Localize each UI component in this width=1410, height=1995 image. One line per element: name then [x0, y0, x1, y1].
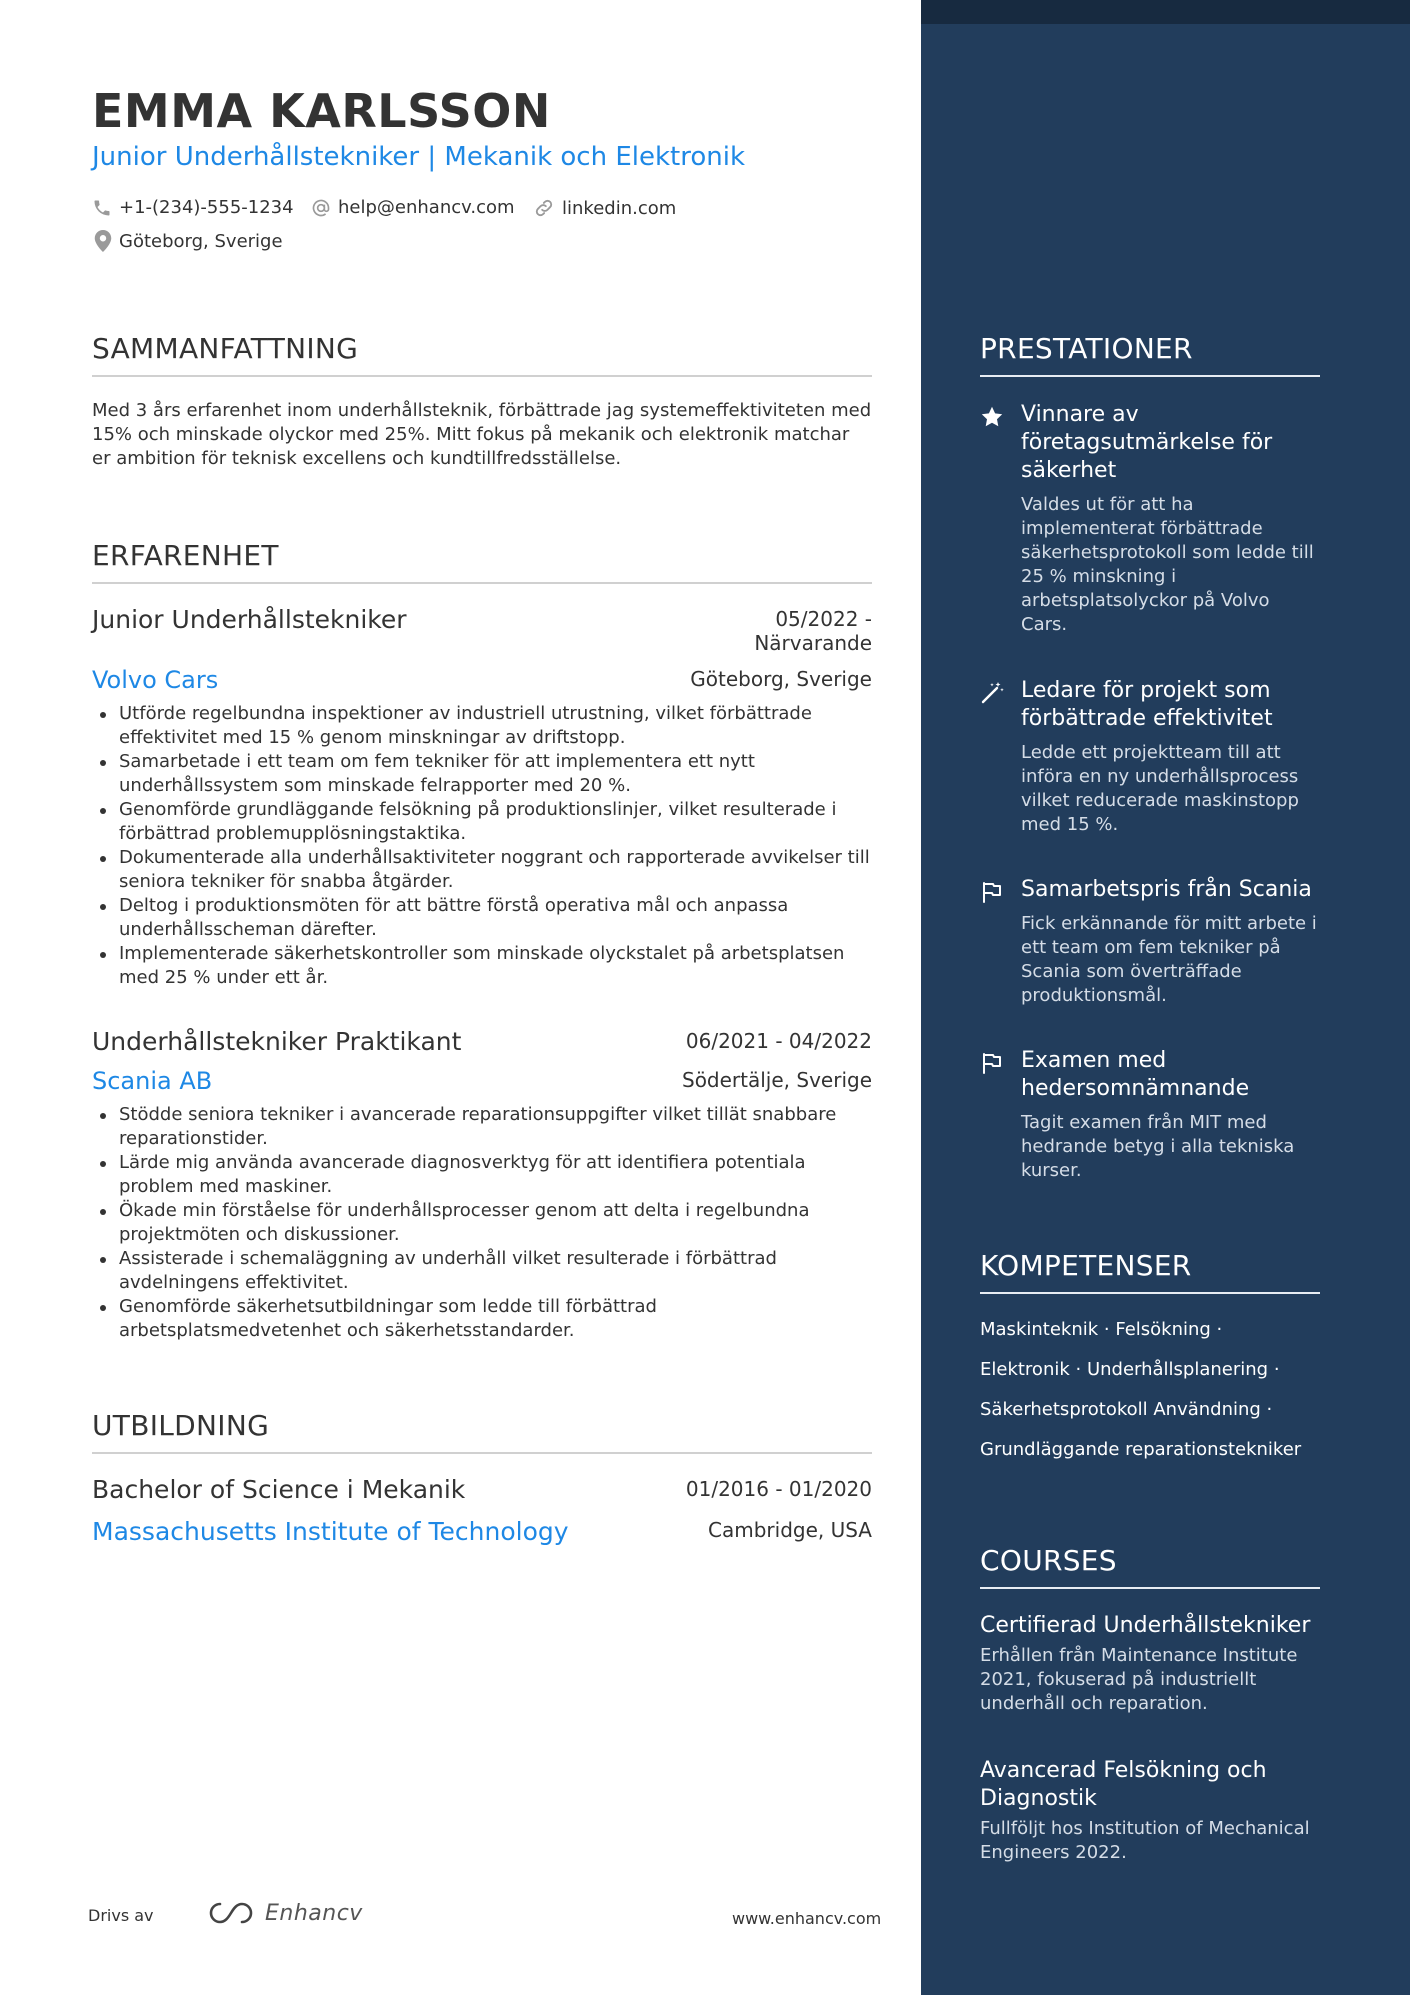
- achievement-title: Ledare för projekt som förbättrade effektivitet: [1021, 678, 1273, 731]
- achievement-desc: Ledde ett projektteam till att införa en ny underhållsprocess vilket reducerade maskinstopp med 15 %.: [1021, 742, 1299, 835]
- contact-phone: [92, 197, 294, 218]
- job-date-start: 05/2022 -: [775, 607, 872, 631]
- skill-line: Säkerhetsprotokoll Användning ·: [980, 1399, 1273, 1420]
- courses-heading: COURSES: [980, 1544, 1320, 1589]
- skill-line: Maskinteknik · Felsökning ·: [980, 1319, 1223, 1340]
- course-desc: Fullföljt hos Institution of Mechanical Engineers 2022.: [980, 1818, 1310, 1863]
- job-bullet: Samarbetade i ett team om fem tekniker för att implementera ett nytt underhållssystem som minskade felrapporter med 20 %.: [92, 750, 872, 798]
- job-date: 06/2021 - 04/2022: [685, 1029, 872, 1053]
- summary-text: Med 3 års erfarenhet inom underhållsteknik, förbättrade jag systemeffektiviteten med 15% och minskade olyckor med 25%. Mitt fokus på mekanik och elektronik matchar er ambition för teknisk excellens och kundtillfredsställelse.: [92, 400, 872, 469]
- phone-text: +1-(234)-555-1234: [119, 197, 294, 218]
- location-pin-icon: [94, 230, 112, 252]
- degree-title: Bachelor of Science i Mekanik: [92, 1475, 466, 1504]
- achievement-title: Samarbetspris från Scania: [1021, 877, 1312, 902]
- job-bullet: Dokumenterade alla underhållsaktiviteter noggrant och rapporterade avvikelser till seniora tekniker för snabba åtgärder.: [92, 846, 872, 894]
- course-title: Certifierad Underhållstekniker: [980, 1613, 1311, 1638]
- education-heading: UTBILDNING: [92, 1409, 872, 1454]
- enhancv-logo-icon: [207, 1900, 255, 1926]
- job-location: Södertälje, Sverige: [682, 1068, 872, 1092]
- phone-icon: [92, 198, 112, 218]
- education-entry: [92, 1475, 872, 1555]
- candidate-name: EMMA KARLSSON: [92, 84, 551, 138]
- courses-section: [980, 1544, 1320, 1589]
- email-text: help@enhancv.com: [338, 197, 515, 218]
- footer-brand: Enhancv: [265, 1900, 363, 1926]
- achievement-desc: Tagit examen från MIT med hedrande betyg i alla tekniska kurser.: [1021, 1112, 1295, 1181]
- magic-wand-icon: [980, 681, 1004, 705]
- footer-powered-by: Drivs av: [88, 1906, 154, 1925]
- footer-url[interactable]: www.enhancv.com: [732, 1909, 882, 1928]
- course-item: [980, 1612, 1320, 1716]
- job-date: [754, 607, 872, 655]
- contact-location: [94, 230, 283, 252]
- achievement-desc: Fick erkännande för mitt arbete i ett team om fem tekniker på Scania som överträffade produktionsmål.: [1021, 913, 1317, 1006]
- job-bullet: Implementerade säkerhetskontroller som minskade olyckstalet på arbetsplatsen med 25 % under ett år.: [92, 942, 872, 990]
- achievement-item: [980, 876, 1320, 1016]
- achievements-heading: PRESTATIONER: [980, 332, 1320, 377]
- link-icon: [533, 197, 555, 219]
- footer-logo[interactable]: [207, 1900, 363, 1926]
- job-company: Volvo Cars: [92, 666, 219, 694]
- summary-heading: SAMMANFATTNING: [92, 332, 872, 377]
- job-bullet: Assisterade i schemaläggning av underhåll vilket resulterade i förbättrad avdelningens effektivitet.: [92, 1247, 872, 1295]
- achievements-section: [980, 332, 1320, 377]
- candidate-tagline: Junior Underhållstekniker | Mekanik och Elektronik: [92, 142, 746, 172]
- sidebar: [921, 0, 1410, 1995]
- skill-line: Grundläggande reparationstekniker: [980, 1439, 1302, 1460]
- linkedin-text: linkedin.com: [562, 197, 677, 219]
- contact-email[interactable]: [311, 197, 515, 218]
- achievement-item: [980, 677, 1320, 847]
- school-location: Cambridge, USA: [708, 1518, 872, 1542]
- job-title: Underhållstekniker Praktikant: [92, 1027, 462, 1056]
- flag-icon: [980, 1051, 1004, 1075]
- job-bullets: [92, 1103, 872, 1343]
- job-bullets: [92, 702, 872, 990]
- summary-section: [92, 332, 872, 471]
- course-desc: Erhållen från Maintenance Institute 2021, fokuserad på industriellt underhåll och reparation.: [980, 1645, 1298, 1714]
- education-date: 01/2016 - 01/2020: [685, 1477, 872, 1501]
- experience-heading: ERFARENHET: [92, 539, 872, 584]
- achievement-title: Vinnare av företagsutmärkelse för säkerhet: [1021, 402, 1273, 483]
- job-bullet: Genomförde grundläggande felsökning på produktionslinjer, vilket resulterade i förbättrad problemupplösningstaktika.: [92, 798, 872, 846]
- job-date-end: Närvarande: [754, 631, 872, 655]
- job-bullet: Lärde mig använda avancerade diagnosverktyg för att identifiera potentiala problem med maskiner.: [92, 1151, 872, 1199]
- education-section: [92, 1409, 872, 1454]
- job-company: Scania AB: [92, 1067, 213, 1095]
- experience-section: [92, 539, 872, 584]
- skills-heading: KOMPETENSER: [980, 1249, 1320, 1294]
- job-bullet: Ökade min förståelse för underhållsprocesser genom att delta i regelbundna projektmöten och diskussioner.: [92, 1199, 872, 1247]
- achievement-title: Examen med hedersomnämnande: [1021, 1048, 1250, 1101]
- skills-section: [980, 1249, 1320, 1294]
- achievement-item: [980, 1047, 1320, 1187]
- at-icon: [311, 198, 331, 218]
- skill-line: Elektronik · Underhållsplanering ·: [980, 1359, 1280, 1380]
- course-title: Avancerad Felsökning och Diagnostik: [980, 1758, 1267, 1811]
- job-bullet: Stödde seniora tekniker i avancerade reparationsuppgifter vilket tillät snabbare reparationstider.: [92, 1103, 872, 1151]
- job-entry: [92, 605, 872, 995]
- location-text: Göteborg, Sverige: [119, 230, 283, 252]
- course-item: [980, 1757, 1320, 1865]
- job-location: Göteborg, Sverige: [690, 667, 872, 691]
- school-name: Massachusetts Institute of Technology: [92, 1517, 569, 1546]
- sidebar-top-bar: [921, 0, 1410, 24]
- job-bullet: Utförde regelbundna inspektioner av industriell utrustning, vilket förbättrade effektivitet med 15 % genom minskningar av driftstopp.: [92, 702, 872, 750]
- job-title: Junior Underhållstekniker: [92, 605, 407, 634]
- job-entry: [92, 1027, 872, 1347]
- flag-icon: [980, 880, 1004, 904]
- star-icon: [980, 405, 1004, 429]
- skills-list: [980, 1310, 1320, 1470]
- job-bullet: Genomförde säkerhetsutbildningar som ledde till förbättrad arbetsplatsmedvetenhet och säkerhetsstandarder.: [92, 1295, 872, 1343]
- achievement-item: [980, 401, 1320, 641]
- job-bullet: Deltog i produktionsmöten för att bättre förstå operativa mål och anpassa underhållsscheman därefter.: [92, 894, 872, 942]
- achievement-desc: Valdes ut för att ha implementerat förbättrade säkerhetsprotokoll som ledde till 25 % minskning i arbetsplatsolyckor på Volvo Cars.: [1021, 494, 1314, 635]
- contact-linkedin[interactable]: [533, 197, 676, 219]
